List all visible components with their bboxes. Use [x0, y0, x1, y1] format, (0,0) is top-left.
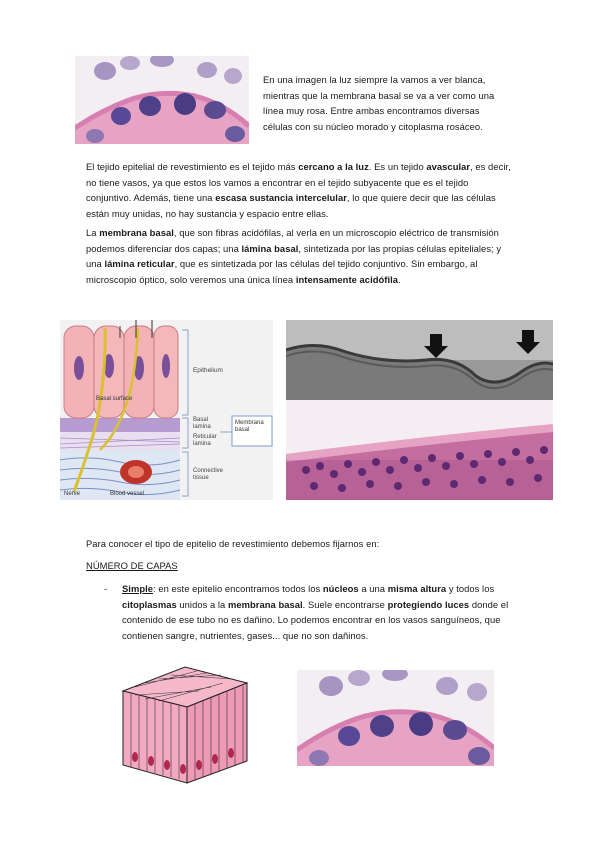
heading-numero-capas: NÚMERO DE CAPAS: [86, 560, 178, 571]
intro-paragraph: En una imagen la luz siempre la vamos a ver blanca, mientras que la membrana basal se va a ver como una línea muy rosa. Entre ambas encontramos diversas células con su núcleo morado y citoplasma rosáceo.: [263, 74, 495, 132]
bold-term: escasa sustancia intercelular: [215, 192, 347, 204]
text-run: donde el contenido de ese tubo no es dañino. Lo podemos encontrar en los vasos sanguíneos, que contienen sangre, nutrientes, gases... que no son dañinos.: [122, 598, 509, 641]
bold-term: lámina basal: [241, 242, 299, 254]
intro-sentence: Para conocer el tipo de epitelio de revestimiento debemos fijarnos en:: [86, 538, 380, 549]
epithelium-diagram: [60, 320, 273, 500]
text-run: a una: [358, 583, 388, 594]
epithelium-block-illustration: [115, 661, 250, 787]
label-nerve: Nerve: [64, 491, 81, 497]
bold-term: lámina reticular: [104, 258, 175, 270]
bold-term: núcleos: [322, 583, 359, 594]
text-run: : en este epitelio encontramos todos los: [153, 583, 323, 594]
label-connective-tissue: Connective tissue: [193, 468, 224, 481]
bold-term-simple: Simple: [122, 583, 154, 594]
bold-term: protegiendo luces: [387, 598, 470, 610]
label-epithelium: Epithelium: [193, 367, 223, 374]
text-run: , lo que quiere decir que las células están muy unidas, no hay sustancia y espacio entre ellas.: [86, 192, 496, 219]
text-run: unidos a la: [176, 598, 228, 610]
bullet-simple: [122, 581, 514, 643]
text-run: . Es un tejido: [368, 161, 427, 172]
bold-term: membrana basal: [227, 598, 303, 610]
label-reticular-lamina: Reticular lamina: [193, 434, 217, 447]
paragraph-tipo-epitelio: [86, 536, 512, 552]
label-membrana-basal: Membrana basal: [235, 420, 264, 433]
histology-image-bottom: [297, 670, 494, 766]
text-run: La: [86, 227, 100, 238]
histology-image-top: [75, 56, 249, 144]
text-run: , es decir, no tiene vasos, ya que estos los vamos a encontrar en el tejido subyacente que es el tejido conjuntivo. Además, tiene una: [86, 161, 511, 204]
bold-term: membrana basal: [99, 227, 174, 238]
bold-term: intensamente acidófila: [295, 273, 399, 285]
label-basal-lamina: Basal lamina: [193, 417, 211, 430]
bold-term: avascular: [426, 161, 471, 172]
bold-term: citoplasmas: [122, 598, 177, 610]
label-blood-vessel: Blood vessel: [110, 491, 145, 497]
paragraph-membrana-basal: [86, 225, 512, 287]
text-run: , que es sintetizada por las células del tejido conjuntivo. Sin embargo, al microscopio óptico, solo veremos una única línea: [86, 258, 478, 285]
section-heading: [86, 558, 178, 574]
text-run: y todos los: [446, 583, 495, 594]
intro-text: [263, 72, 503, 134]
text-run: . Suele encontrarse: [302, 598, 388, 610]
label-basal-surface: Basal surface: [96, 396, 133, 402]
bold-term: misma altura: [387, 583, 447, 594]
text-run: El tejido epitelial de revestimiento es el tejido más: [86, 161, 299, 172]
electron-micrograph: [286, 320, 553, 400]
light-micrograph: [286, 400, 553, 500]
paragraph-epitelial: [86, 159, 512, 221]
dash: -: [104, 583, 108, 594]
text-run: , que son fibras acidófilas, al verla en un microscopio eléctrico de transmisión podemos diferenciar dos capas; una: [86, 227, 499, 254]
bullet-marker: [104, 581, 107, 597]
bold-term: cercano a la luz: [298, 161, 369, 172]
text-run: .: [398, 273, 401, 285]
text-run: , sintetizada por las propias células epiteliales; y una: [86, 242, 502, 270]
